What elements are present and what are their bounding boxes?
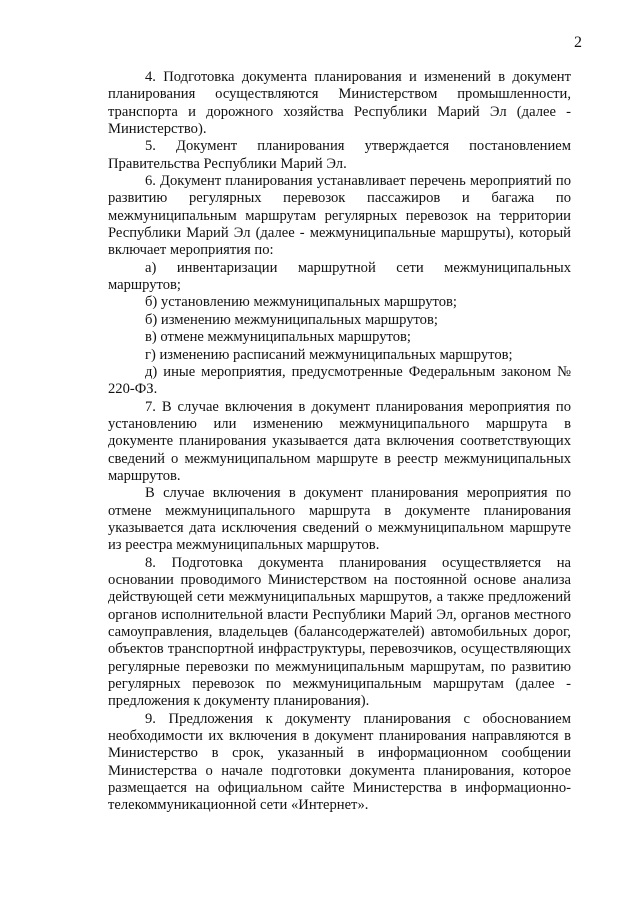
document-body bbox=[108, 69, 571, 815]
list-item-b-change: б) изменению межмуниципальных маршрутов; bbox=[145, 311, 438, 328]
paragraph-4: 4. Подготовка документа планирования и изменений в документ планирования осуществляются Министерством промышленности, транспорта и дорожного хозяйства Республики Марий Эл (далее - Министерство). bbox=[108, 69, 571, 138]
paragraph-7-continued: В случае включения в документ планирования мероприятия по отмене межмуниципального маршрута в документе планирования указывается дата исключения сведений о межмуниципальном маршруте из реестра межмуниципальных маршрутов. bbox=[108, 485, 571, 554]
paragraph-8: 8. Подготовка документа планирования осуществляется на основании проводимого Министерством на постоянной основе анализа действующей сети межмуниципальных маршрутов, а также предложений органов исполнительной власти Республики Марий Эл, органов местного самоуправления, владельцев (балансодержателей) автомобильных дорог, объектов транспортной инфраструктуры, перевозчиков, осуществляющих регулярные перевозки по межмуниципальным маршрутам, по развитию регулярных перевозок по межмуниципальным маршрутам (далее - предложения к документу планирования). bbox=[108, 554, 571, 710]
paragraph-5: 5. Документ планирования утверждается постановлением Правительства Республики Марий Эл. bbox=[108, 138, 571, 172]
list-item-v: в) отмене межмуниципальных маршрутов; bbox=[145, 329, 411, 346]
list-item-g: г) изменению расписаний межмуниципальных маршрутов; bbox=[145, 346, 513, 363]
list-item-b-establish: б) установлению межмуниципальных маршрутов; bbox=[145, 294, 457, 311]
paragraph-7: 7. В случае включения в документ планирования мероприятия по установлению или изменению межмуниципального маршрута в документе планирования указывается дата включения соответствующих сведений о межмуниципальном маршруте в реестр межмуниципальных маршрутов. bbox=[108, 398, 571, 484]
list-item-d: д) иные мероприятия, предусмотренные Федеральным законом № 220-ФЗ. bbox=[108, 363, 571, 398]
page-number: 2 bbox=[574, 34, 582, 51]
paragraph-6: 6. Документ планирования устанавливает перечень мероприятий по развитию регулярных перевозок пассажиров и багажа по межмуниципальным маршрутам регулярных перевозок на территории Республики Марий Эл (далее - межмуниципальные маршруты), который включает мероприятия по: bbox=[108, 173, 571, 259]
paragraph-9: 9. Предложения к документу планирования с обоснованием необходимости их включения в документ планирования направляются в Министерство в срок, указанный в информационном сообщении Министерства о начале подготовки документа планирования, которое размещается на официальном сайте Министерства в информационно-телекоммуникационной сети «Интернет». bbox=[108, 710, 571, 814]
list-item-a: а) инвентаризации маршрутной сети межмуниципальных маршрутов; bbox=[108, 259, 571, 294]
